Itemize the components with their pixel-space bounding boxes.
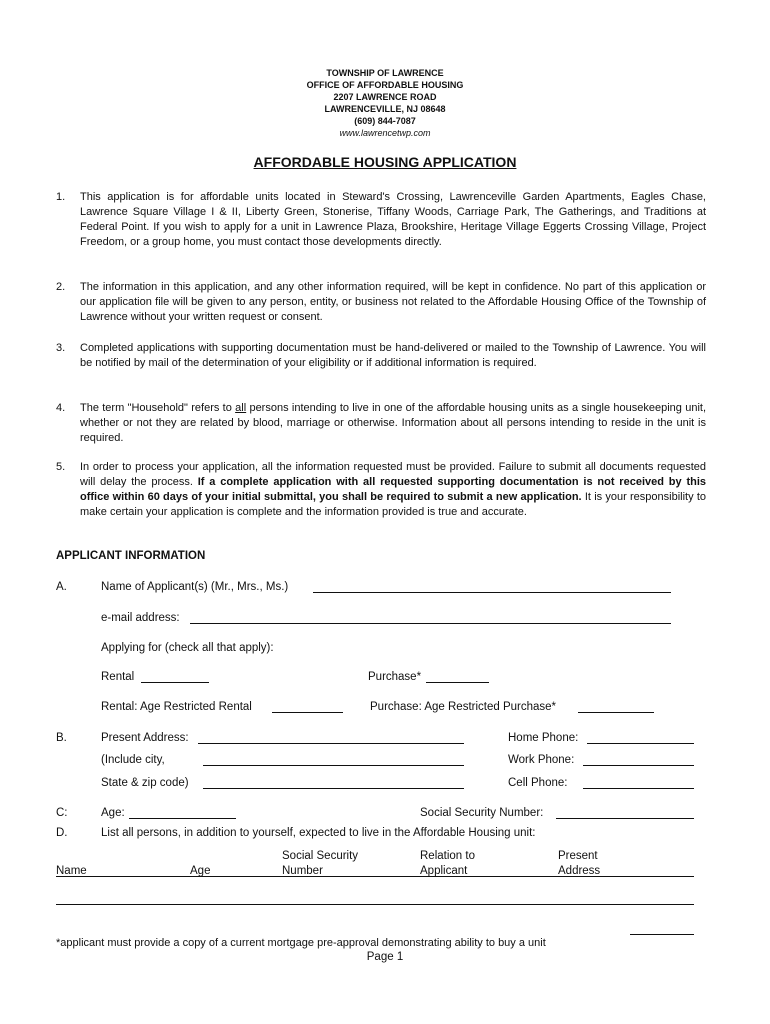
item-number: 2. <box>56 281 66 293</box>
include-city-label: (Include city, <box>101 754 165 766</box>
purchase-checkbox[interactable] <box>426 682 489 683</box>
header-office: OFFICE OF AFFORDABLE HOUSING <box>306 80 464 90</box>
list-item <box>56 460 706 535</box>
section-letter: B. <box>56 732 67 744</box>
item-number: 4. <box>56 402 66 414</box>
purchase-label: Purchase* <box>368 671 422 683</box>
header-url[interactable]: www.lawrencetwp.com <box>339 128 431 138</box>
section-letter: C: <box>56 807 68 819</box>
home-phone-field[interactable] <box>587 743 694 744</box>
footnote: *applicant must provide a copy of a current mortgage pre-approval demonstrating ability to buy a unit <box>56 937 546 949</box>
purchase-age-checkbox[interactable] <box>578 712 654 713</box>
cell-phone-field[interactable] <box>583 788 694 789</box>
household-instructions: List all persons, in addition to yourself, expected to live in the Affordable Housing unit: <box>101 827 536 839</box>
age-label: Age: <box>101 807 125 819</box>
page-number: Page 1 <box>366 951 404 963</box>
list-item <box>56 280 706 325</box>
section-letter: D. <box>56 827 68 839</box>
rental-checkbox[interactable] <box>141 682 209 683</box>
item-number: 5. <box>56 461 66 473</box>
col-ssn-2: Number <box>282 865 323 877</box>
item-text: In order to process your application, all the information requested must be provided. Failure to submit all documents requested will delay the process. If a complete application with all requested supporting documentation is not received by this office within 60 days of your initial submittal, you shall be required to submit a new application. It is your responsibility to make certain your application is complete and the information provided is true and accurate. <box>80 461 706 518</box>
page-title: AFFORDABLE HOUSING APPLICATION <box>253 154 517 170</box>
ssn-label: Social Security Number: <box>420 807 544 819</box>
rental-label: Rental <box>101 671 135 683</box>
present-address-label: Present Address: <box>101 732 189 744</box>
table-header-rule <box>56 876 694 877</box>
col-rel-2: Applicant <box>420 865 468 877</box>
ssn-field[interactable] <box>556 818 694 819</box>
city-field[interactable] <box>203 765 464 766</box>
rental-age-checkbox[interactable] <box>272 712 343 713</box>
header-city: LAWRENCEVILLE, NJ 08648 <box>324 104 446 114</box>
col-addr-2: Address <box>558 865 601 877</box>
cell-phone-label: Cell Phone: <box>508 777 568 789</box>
name-field[interactable] <box>313 592 671 593</box>
age-field[interactable] <box>129 818 236 819</box>
name-label: Name of Applicant(s) (Mr., Mrs., Ms.) <box>101 581 289 593</box>
work-phone-label: Work Phone: <box>508 754 575 766</box>
state-zip-field[interactable] <box>203 788 464 789</box>
applying-label: Applying for (check all that apply): <box>101 642 274 654</box>
header-address: 2207 LAWRENCE ROAD <box>333 92 437 102</box>
header-org: TOWNSHIP OF LAWRENCE <box>326 68 444 78</box>
state-zip-label: State & zip code) <box>101 777 189 789</box>
header-phone: (609) 844-7087 <box>354 116 416 126</box>
email-field[interactable] <box>190 623 671 624</box>
col-name: Name <box>56 865 87 877</box>
rental-age-label: Rental: Age Restricted Rental <box>101 701 252 713</box>
list-item <box>56 401 706 446</box>
work-phone-field[interactable] <box>583 765 694 766</box>
list-item <box>56 190 706 265</box>
item-number: 1. <box>56 191 66 203</box>
col-addr-1: Present <box>558 850 598 862</box>
email-label: e-mail address: <box>101 612 180 624</box>
col-rel-1: Relation to <box>420 850 475 862</box>
item-text: The term "Household" refers to all persons intending to live in one of the affordable housing units as a single housekeeping unit, whether or not they are related by blood, marriage or otherwise. Information about all persons intending to reside in the unit is required. <box>80 402 706 444</box>
table-row[interactable] <box>56 904 694 905</box>
section-letter: A. <box>56 581 67 593</box>
col-ssn-1: Social Security <box>282 850 359 862</box>
item-text: Completed applications with supporting documentation must be hand-delivered or mailed to the Township of Lawrence. You will be notified by mail of the determination of your eligibility or if additional information is required. <box>80 342 706 369</box>
purchase-age-label: Purchase: Age Restricted Purchase* <box>370 701 557 713</box>
section-title: APPLICANT INFORMATION <box>56 550 206 562</box>
home-phone-label: Home Phone: <box>508 732 579 744</box>
item-text: The information in this application, and any other information required, will be kept in confidence. No part of this application or our application file will be given to any person, entity, or business not related to the Affordable Housing Office of the Township of Lawrence without your written request or consent. <box>80 281 706 323</box>
item-text: This application is for affordable units located in Steward's Crossing, Lawrenceville Garden Apartments, Eagles Chase, Lawrence Square Village I & II, Liberty Green, Stonerise, Tiffany Woods, Carriage Park, The Gatherings, and Traditions at Federal Point. If you wish to apply for a unit in Lawrence Plaza, Brookshire, Heritage Village Eggerts Crossing Village, Project Freedom, or a group home, you must contact those developments directly. <box>80 191 706 248</box>
table-row[interactable] <box>630 934 694 935</box>
col-age: Age <box>190 865 211 877</box>
list-item <box>56 341 706 386</box>
item-number: 3. <box>56 342 66 354</box>
present-address-field[interactable] <box>198 743 464 744</box>
